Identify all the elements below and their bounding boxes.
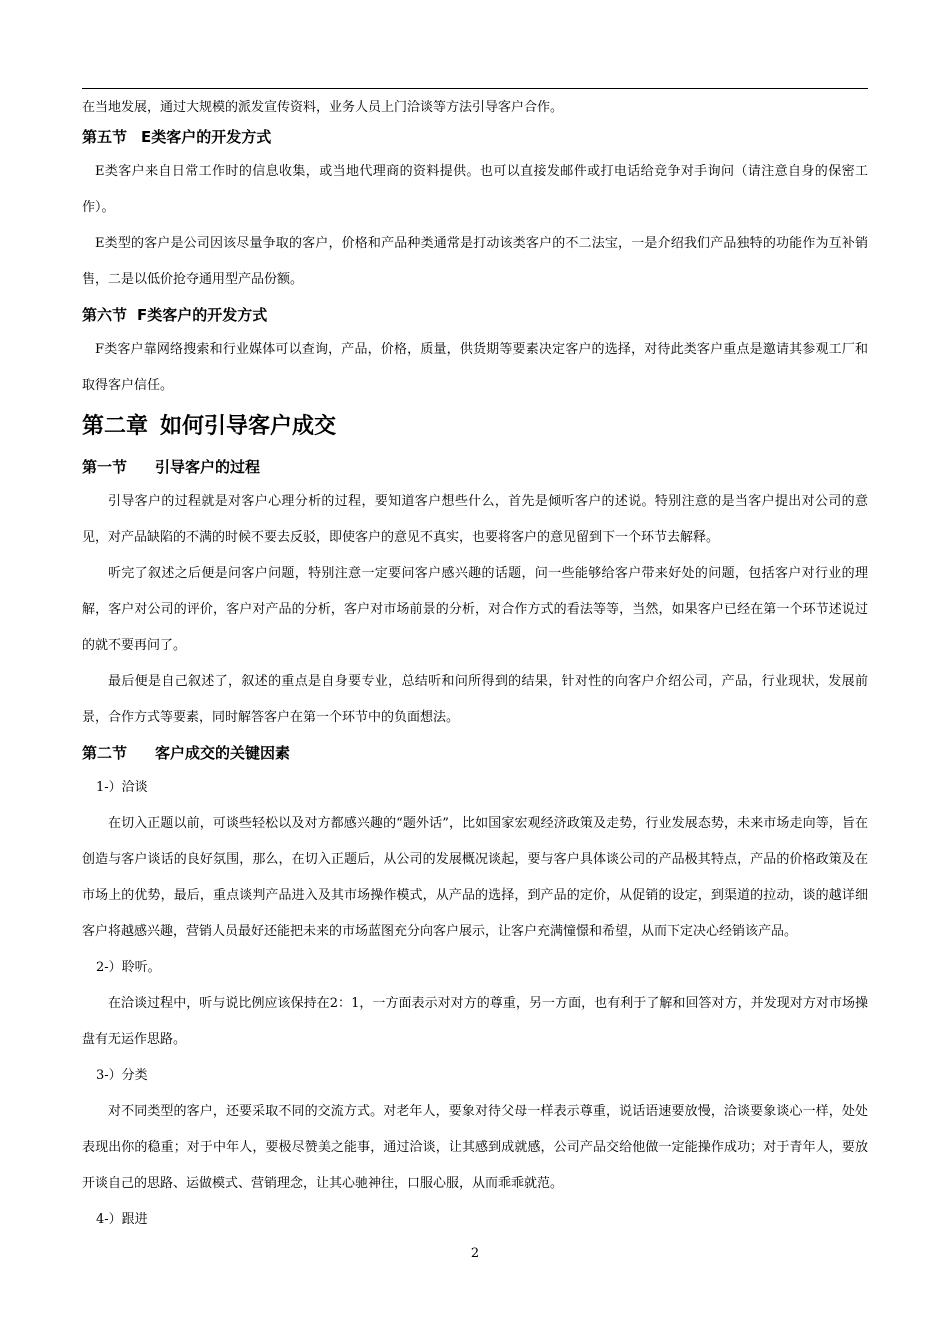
paragraph: F类客户靠网络搜索和行业媒体可以查询，产品，价格，质量，供货期等要素决定客户的选择，对待此类客户重点是邀请其参观工厂和取得客户信任。 [82,342,868,393]
chapter-heading [82,404,868,450]
section-number: 第六节 [82,306,128,324]
section-title: 客户成交的关键因素 [155,744,291,762]
chapter-title: 如何引导客户成交 [160,414,337,439]
paragraph: 引导客户的过程就是对客户心理分析的过程，要知道客户想些什么，首先是倾听客户的述说。特别注意的是当客户提出对公司的意见，对产品缺陷的不满的时候不要去反驳，即使客户的意见不真实，也要将客户的意见留到下一个环节去解释。 [82,494,868,545]
paragraph: E类型的客户是公司因该尽量争取的客户，价格和产品种类通常是打动该类客户的不二法宝，一是介绍我们产品独特的功能作为互补销售，二是以低价抢夺通用型产品份额。 [82,236,868,287]
section-heading-1 [82,450,868,484]
chapter-number: 第二章 [82,414,149,439]
list-item-label: 4-）跟进 [96,1212,148,1227]
section-heading-5 [82,120,868,154]
paragraph: 最后便是自己叙述了，叙述的重点是自身要专业，总结听和问所得到的结果，针对性的向客户介绍公司，产品，行业现状，发展前景，合作方式等要素，同时解答客户在第一个环节中的负面想法。 [82,674,868,725]
list-item-label: 1-）洽谈 [96,780,148,795]
section-title: 引导客户的过程 [155,458,261,476]
paragraph: 在当地发展，通过大规模的派发宣传资料，业务人员上门洽谈等方法引导客户合作。 [82,100,564,115]
list-item-label: 2-）聆听。 [96,960,161,975]
section-heading-2 [82,736,868,770]
section-number: 第一节 [82,458,128,476]
paragraph: 对不同类型的客户，还要采取不同的交流方式。对老年人，要象对待父母一样表示尊重，说话语速要放慢，洽谈要象谈心一样，处处表现出你的稳重；对于中年人，要极尽赞美之能事，通过洽谈，让其感到成就感，公司产品交给他做一定能操作成功；对于青年人，要放开谈自己的思路、运做模式、营销理念，让其心驰神往，口服心服，从而乖乖就范。 [82,1104,868,1191]
section-heading-6 [82,298,868,332]
paragraph: E类客户来自日常工作时的信息收集，或当地代理商的资料提供。也可以直接发邮件或打电话给竞争对手询问（请注意自身的保密工作）。 [82,164,868,215]
paragraph: 在切入正题以前，可谈些轻松以及对方都感兴趣的“题外话”，比如国家宏观经济政策及走势，行业发展态势，未来市场走向等，旨在创造与客户谈话的良好氛围，那么，在切入正题后，从公司的发展概况谈起，要与客户具体谈公司的产品极其特点，产品的价格政策及在市场上的优势，最后，重点谈判产品进入及其市场操作模式，从产品的选择，到产品的定价，从促销的设定，到渠道的拉动，谈的越详细客户将越感兴趣，营销人员最好还能把未来的市场蓝图充分向客户展示，让客户充满憧憬和希望，从而下定决心经销该产品。 [82,816,868,939]
section-number: 第五节 [82,128,128,146]
list-item-label: 3-）分类 [96,1068,148,1083]
header-rule [82,88,868,89]
section-title: F类客户的开发方式 [137,306,268,324]
section-number: 第二节 [82,744,128,762]
section-title: E类客户的开发方式 [141,128,272,146]
paragraph: 听完了叙述之后便是问客户问题，特别注意一定要问客户感兴趣的话题，问一些能够给客户带来好处的问题，包括客户对行业的理解，客户对公司的评价，客户对产品的分析，客户对市场前景的分析，对合作方式的看法等等，当然，如果客户已经在第一个环节述说过的就不要再问了。 [82,566,868,653]
page-number: 2 [470,1246,480,1261]
paragraph: 在洽谈过程中，听与说比例应该保持在2：1，一方面表示对对方的尊重，另一方面，也有利于了解和回答对方，并发现对方对市场操盘有无运作思路。 [82,996,868,1047]
page-body [82,96,868,1238]
